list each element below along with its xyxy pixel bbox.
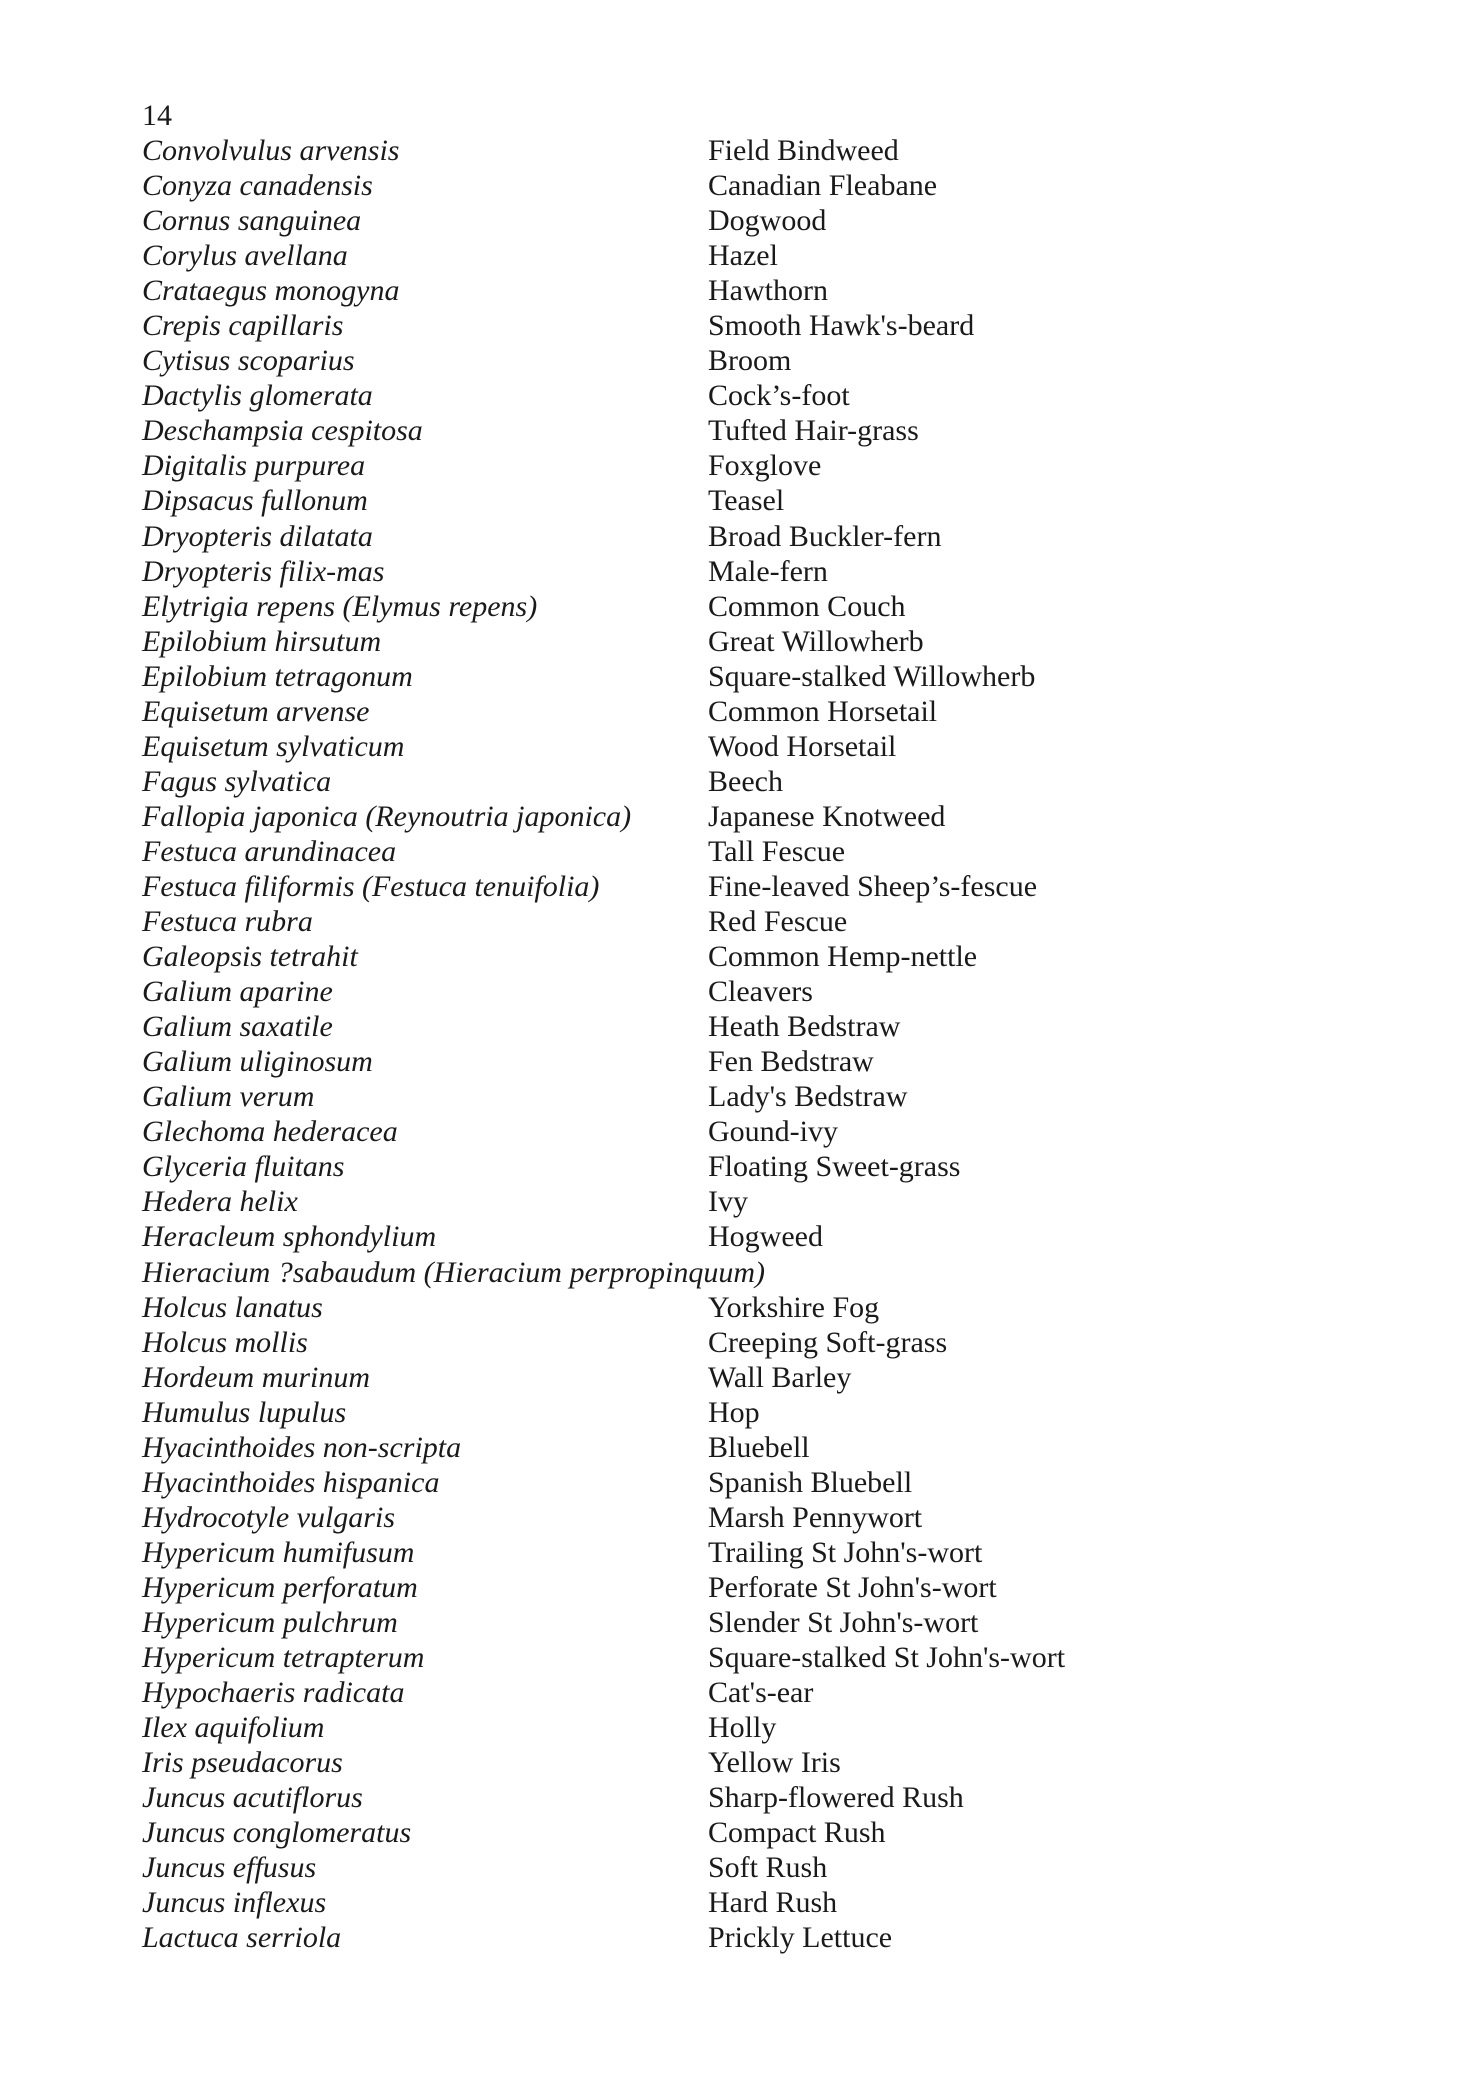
latin-name: Hyacinthoides non-scripta bbox=[142, 1430, 462, 1464]
species-row bbox=[142, 1535, 1342, 1570]
species-row bbox=[142, 1184, 1342, 1219]
common-name: Hawthorn bbox=[708, 274, 828, 308]
common-name: Common Hemp-nettle bbox=[708, 940, 978, 974]
common-name: Creeping Soft-grass bbox=[708, 1325, 948, 1359]
species-row bbox=[142, 378, 1342, 413]
common-name: Beech bbox=[708, 764, 783, 798]
species-row bbox=[142, 974, 1342, 1009]
common-name: Japanese Knotweed bbox=[708, 799, 946, 833]
species-row bbox=[142, 1325, 1342, 1360]
common-name: Broom bbox=[708, 344, 792, 378]
common-name: Square-stalked St John's-wort bbox=[708, 1641, 1066, 1675]
latin-name: Holcus mollis bbox=[142, 1325, 308, 1359]
latin-name: Hordeum murinum bbox=[142, 1360, 371, 1394]
common-name: Smooth Hawk's-beard bbox=[708, 309, 975, 343]
latin-name: Deschampsia cespitosa bbox=[142, 414, 423, 448]
species-row bbox=[142, 869, 1342, 904]
latin-name: Lactuca serriola bbox=[142, 1921, 342, 1955]
common-name: Yellow Iris bbox=[708, 1746, 841, 1780]
latin-name: Epilobium hirsutum bbox=[142, 624, 382, 658]
latin-name: Epilobium tetragonum bbox=[142, 659, 413, 693]
latin-name: Hypericum pulchrum bbox=[142, 1605, 398, 1639]
latin-name: Hypericum tetrapterum bbox=[142, 1641, 425, 1675]
species-row bbox=[142, 1290, 1342, 1325]
latin-name: Fagus sylvatica bbox=[142, 764, 332, 798]
latin-name: Equisetum sylvaticum bbox=[142, 729, 405, 763]
latin-name: Iris pseudacorus bbox=[142, 1746, 343, 1780]
species-row bbox=[142, 904, 1342, 939]
species-row bbox=[142, 1079, 1342, 1114]
species-row bbox=[142, 1255, 1342, 1290]
latin-name: Galium uliginosum bbox=[142, 1045, 373, 1079]
common-name: Fine-leaved Sheep’s-fescue bbox=[708, 869, 1038, 903]
latin-name: Equisetum arvense bbox=[142, 694, 370, 728]
species-row bbox=[142, 413, 1342, 448]
common-name: Cleavers bbox=[708, 975, 813, 1009]
latin-name: Crataegus monogyna bbox=[142, 274, 400, 308]
latin-name: Festuca filiformis (Festuca tenuifolia) bbox=[142, 869, 600, 903]
species-row bbox=[142, 1675, 1342, 1710]
latin-name: Conyza canadensis bbox=[142, 169, 373, 203]
common-name: Lady's Bedstraw bbox=[708, 1080, 908, 1114]
latin-name: Glechoma hederacea bbox=[142, 1115, 398, 1149]
latin-name: Cytisus scoparius bbox=[142, 344, 355, 378]
latin-name: Dipsacus fullonum bbox=[142, 484, 368, 518]
latin-name: Hypericum perforatum bbox=[142, 1570, 418, 1604]
common-name: Marsh Pennywort bbox=[708, 1500, 923, 1534]
common-name: Great Willowherb bbox=[708, 624, 924, 658]
species-row bbox=[142, 659, 1342, 694]
common-name: Hogweed bbox=[708, 1220, 823, 1254]
species-row bbox=[142, 308, 1342, 343]
latin-name: Fallopia japonica (Reynoutria japonica) bbox=[142, 799, 632, 833]
species-row bbox=[142, 694, 1342, 729]
latin-name: Dactylis glomerata bbox=[142, 379, 373, 413]
species-row bbox=[142, 1465, 1342, 1500]
species-row bbox=[142, 1640, 1342, 1675]
common-name: Prickly Lettuce bbox=[708, 1921, 893, 1955]
latin-name: Galium aparine bbox=[142, 975, 333, 1009]
species-row bbox=[142, 1009, 1342, 1044]
common-name: Fen Bedstraw bbox=[708, 1045, 874, 1079]
species-row bbox=[142, 1570, 1342, 1605]
common-name: Field Bindweed bbox=[708, 134, 899, 167]
latin-name: Hypericum humifusum bbox=[142, 1535, 415, 1569]
common-name: Gound-ivy bbox=[708, 1115, 838, 1149]
species-row bbox=[142, 939, 1342, 974]
common-name: Dogwood bbox=[708, 204, 827, 238]
common-name: Square-stalked Willowherb bbox=[708, 659, 1036, 693]
latin-name: Corylus avellana bbox=[142, 239, 348, 273]
species-row bbox=[142, 1605, 1342, 1640]
common-name: Holly bbox=[708, 1711, 777, 1745]
species-row bbox=[142, 1850, 1342, 1885]
common-name: Ivy bbox=[708, 1185, 748, 1219]
species-row bbox=[142, 799, 1342, 834]
latin-name: Hedera helix bbox=[142, 1185, 298, 1219]
common-name: Perforate St John's-wort bbox=[708, 1570, 997, 1604]
species-row bbox=[142, 133, 1342, 168]
common-name: Spanish Bluebell bbox=[708, 1465, 913, 1499]
latin-name: Holcus lanatus bbox=[142, 1290, 323, 1324]
latin-name: Juncus acutiflorus bbox=[142, 1781, 363, 1815]
species-row bbox=[142, 168, 1342, 203]
latin-name: Cornus sanguinea bbox=[142, 204, 362, 238]
species-row bbox=[142, 1430, 1342, 1465]
latin-name: Festuca rubra bbox=[142, 905, 313, 939]
common-name: Canadian Fleabane bbox=[708, 169, 938, 203]
species-row bbox=[142, 1815, 1342, 1850]
species-row bbox=[142, 1745, 1342, 1780]
common-name: Yorkshire Fog bbox=[708, 1290, 880, 1324]
common-name: Hazel bbox=[708, 239, 778, 273]
common-name: Common Couch bbox=[708, 589, 906, 623]
common-name: Tall Fescue bbox=[708, 834, 846, 868]
latin-name: Juncus effusus bbox=[142, 1851, 317, 1885]
latin-name: Hypochaeris radicata bbox=[142, 1676, 405, 1710]
species-row bbox=[142, 519, 1342, 554]
latin-name: Juncus conglomeratus bbox=[142, 1816, 412, 1850]
species-row bbox=[142, 343, 1342, 378]
latin-name: Dryopteris dilatata bbox=[142, 519, 373, 553]
species-row bbox=[142, 1395, 1342, 1430]
common-name: Heath Bedstraw bbox=[708, 1010, 901, 1044]
species-row bbox=[142, 1500, 1342, 1535]
latin-name: Hydrocotyle vulgaris bbox=[142, 1500, 395, 1534]
species-row bbox=[142, 764, 1342, 799]
common-name: Wall Barley bbox=[708, 1360, 852, 1394]
page-number: 14 bbox=[142, 99, 172, 132]
common-name: Teasel bbox=[708, 484, 785, 518]
latin-name: Digitalis purpurea bbox=[142, 449, 366, 483]
common-name: Hop bbox=[708, 1395, 760, 1429]
species-row bbox=[142, 483, 1342, 518]
latin-name: Galium verum bbox=[142, 1080, 315, 1114]
common-name: Trailing St John's-wort bbox=[708, 1535, 983, 1569]
species-row bbox=[142, 273, 1342, 308]
common-name: Red Fescue bbox=[708, 905, 848, 939]
species-row bbox=[142, 203, 1342, 238]
species-row bbox=[142, 1885, 1342, 1920]
latin-name: Hieracium ?sabaudum (Hieracium perpropinquum) bbox=[142, 1255, 765, 1289]
latin-name: Elytrigia repens (Elymus repens) bbox=[142, 589, 538, 623]
common-name: Hard Rush bbox=[708, 1886, 838, 1920]
species-row bbox=[142, 1114, 1342, 1149]
species-row bbox=[142, 238, 1342, 273]
common-name: Cat's-ear bbox=[708, 1676, 814, 1710]
common-name: Common Horsetail bbox=[708, 694, 938, 728]
common-name: Male-fern bbox=[708, 554, 828, 588]
species-row bbox=[142, 448, 1342, 483]
common-name: Soft Rush bbox=[708, 1851, 828, 1885]
species-row bbox=[142, 1780, 1342, 1815]
latin-name: Convolvulus arvensis bbox=[142, 134, 400, 167]
species-row bbox=[142, 834, 1342, 869]
species-row bbox=[142, 1360, 1342, 1395]
species-row bbox=[142, 1710, 1342, 1745]
common-name: Compact Rush bbox=[708, 1816, 886, 1850]
species-row bbox=[142, 1044, 1342, 1079]
species-row bbox=[142, 1920, 1342, 1955]
species-list bbox=[142, 133, 1342, 1955]
common-name: Slender St John's-wort bbox=[708, 1605, 979, 1639]
common-name: Bluebell bbox=[708, 1430, 810, 1464]
common-name: Broad Buckler-fern bbox=[708, 519, 942, 553]
species-row bbox=[142, 1219, 1342, 1254]
latin-name: Galium saxatile bbox=[142, 1010, 333, 1044]
species-row bbox=[142, 589, 1342, 624]
latin-name: Dryopteris filix-mas bbox=[142, 554, 385, 588]
species-row bbox=[142, 624, 1342, 659]
common-name: Wood Horsetail bbox=[708, 729, 897, 763]
latin-name: Galeopsis tetrahit bbox=[142, 940, 358, 974]
latin-name: Humulus lupulus bbox=[142, 1395, 347, 1429]
common-name: Floating Sweet-grass bbox=[708, 1150, 961, 1184]
latin-name: Heracleum sphondylium bbox=[142, 1220, 437, 1254]
common-name: Sharp-flowered Rush bbox=[708, 1781, 964, 1815]
latin-name: Ilex aquifolium bbox=[142, 1711, 325, 1745]
common-name: Tufted Hair-grass bbox=[708, 414, 919, 448]
common-name: Cock’s-foot bbox=[708, 379, 850, 413]
latin-name: Hyacinthoides hispanica bbox=[142, 1465, 440, 1499]
latin-name: Juncus inflexus bbox=[142, 1886, 327, 1920]
common-name: Foxglove bbox=[708, 449, 822, 483]
latin-name: Crepis capillaris bbox=[142, 309, 344, 343]
species-row bbox=[142, 729, 1342, 764]
latin-name: Festuca arundinacea bbox=[142, 834, 397, 868]
species-row bbox=[142, 554, 1342, 589]
latin-name: Glyceria fluitans bbox=[142, 1150, 345, 1184]
species-row bbox=[142, 1149, 1342, 1184]
